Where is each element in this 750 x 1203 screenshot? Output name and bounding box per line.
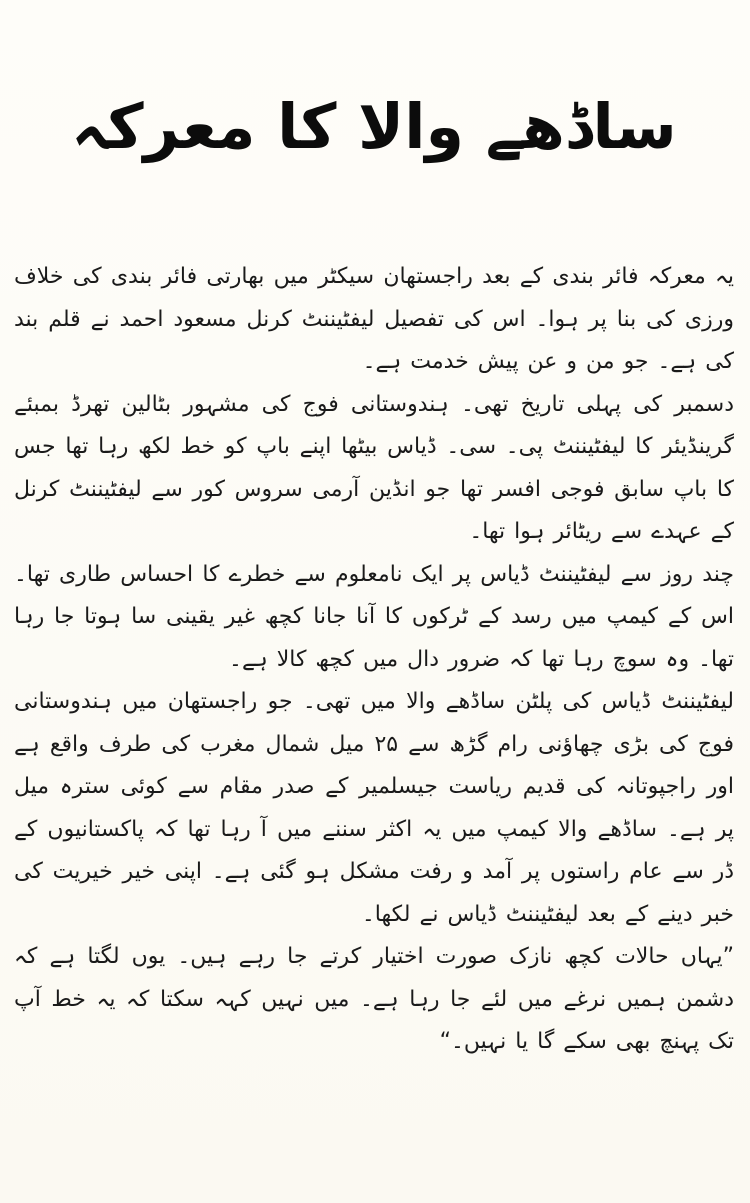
paragraph-4: لیفٹیننٹ ڈیاس کی پلٹن ساڈھے والا میں تھی۔ جو راجستھان میں ہندوستانی فوج کی بڑی چھاؤنی رام گڑھ سے ۲۵ میل شمال مغرب کی طرف واقع ہے اور راجپوتانہ کی قدیم ریاست جیسلمیر کے صدر مقام سے کوئی سترہ میل پر ہے۔ ساڈھے والا کیمپ میں یہ اکثر سننے میں آ رہا تھا کہ پاکستانیوں کے ڈر سے عام راستوں پر آمد و رفت مشکل ہو گئی ہے۔ اپنی خیر خیریت کی خبر دینے کے بعد لیفٹیننٹ ڈیاس نے لکھا۔: [14, 689, 734, 927]
body-text: [14, 256, 734, 1064]
paragraph-1: یہ معرکہ فائر بندی کے بعد راجستھان سیکٹر میں بھارتی فائر بندی کی خلاف ورزی کی بنا پر ہوا۔ اس کی تفصیل لیفٹیننٹ کرنل مسعود احمد نے قلم بند کی ہے۔ جو من و عن پیش خدمت ہے۔: [14, 264, 734, 374]
paragraph-2: دسمبر کی پہلی تاریخ تھی۔ ہندوستانی فوج کی مشہور بٹالین تھرڈ بمبئے گرینڈیئر کا لیفٹیننٹ پی۔ سی۔ ڈیاس بیٹھا اپنے باپ کو خط لکھ رہا تھا جس کا باپ سابق فوجی افسر تھا جو انڈین آرمی سروس کور سے لیفٹیننٹ کرنل کے عہدے سے ریٹائر ہوا تھا۔: [14, 391, 734, 544]
chapter-title: ساڈھے والا کا معرکہ: [71, 90, 677, 163]
paragraph-5: ”یہاں حالات کچھ نازک صورت اختیار کرتے جا رہے ہیں۔ یوں لگتا ہے کہ دشمن ہمیں نرغے میں لئے جا رہا ہے۔ میں نہیں کہہ سکتا کہ یہ خط آپ تک پہنچ بھی سکے گا یا نہیں۔“: [14, 944, 734, 1054]
paragraph-3: چند روز سے لیفٹیننٹ ڈیاس پر ایک نامعلوم سے خطرے کا احساس طاری تھا۔ اس کے کیمپ میں رسد کے ٹرکوں کا آنا جانا کچھ غیر یقینی سا ہوتا جا رہا تھا۔ وہ سوچ رہا تھا کہ ضرور دال میں کچھ کالا ہے۔: [14, 561, 734, 672]
